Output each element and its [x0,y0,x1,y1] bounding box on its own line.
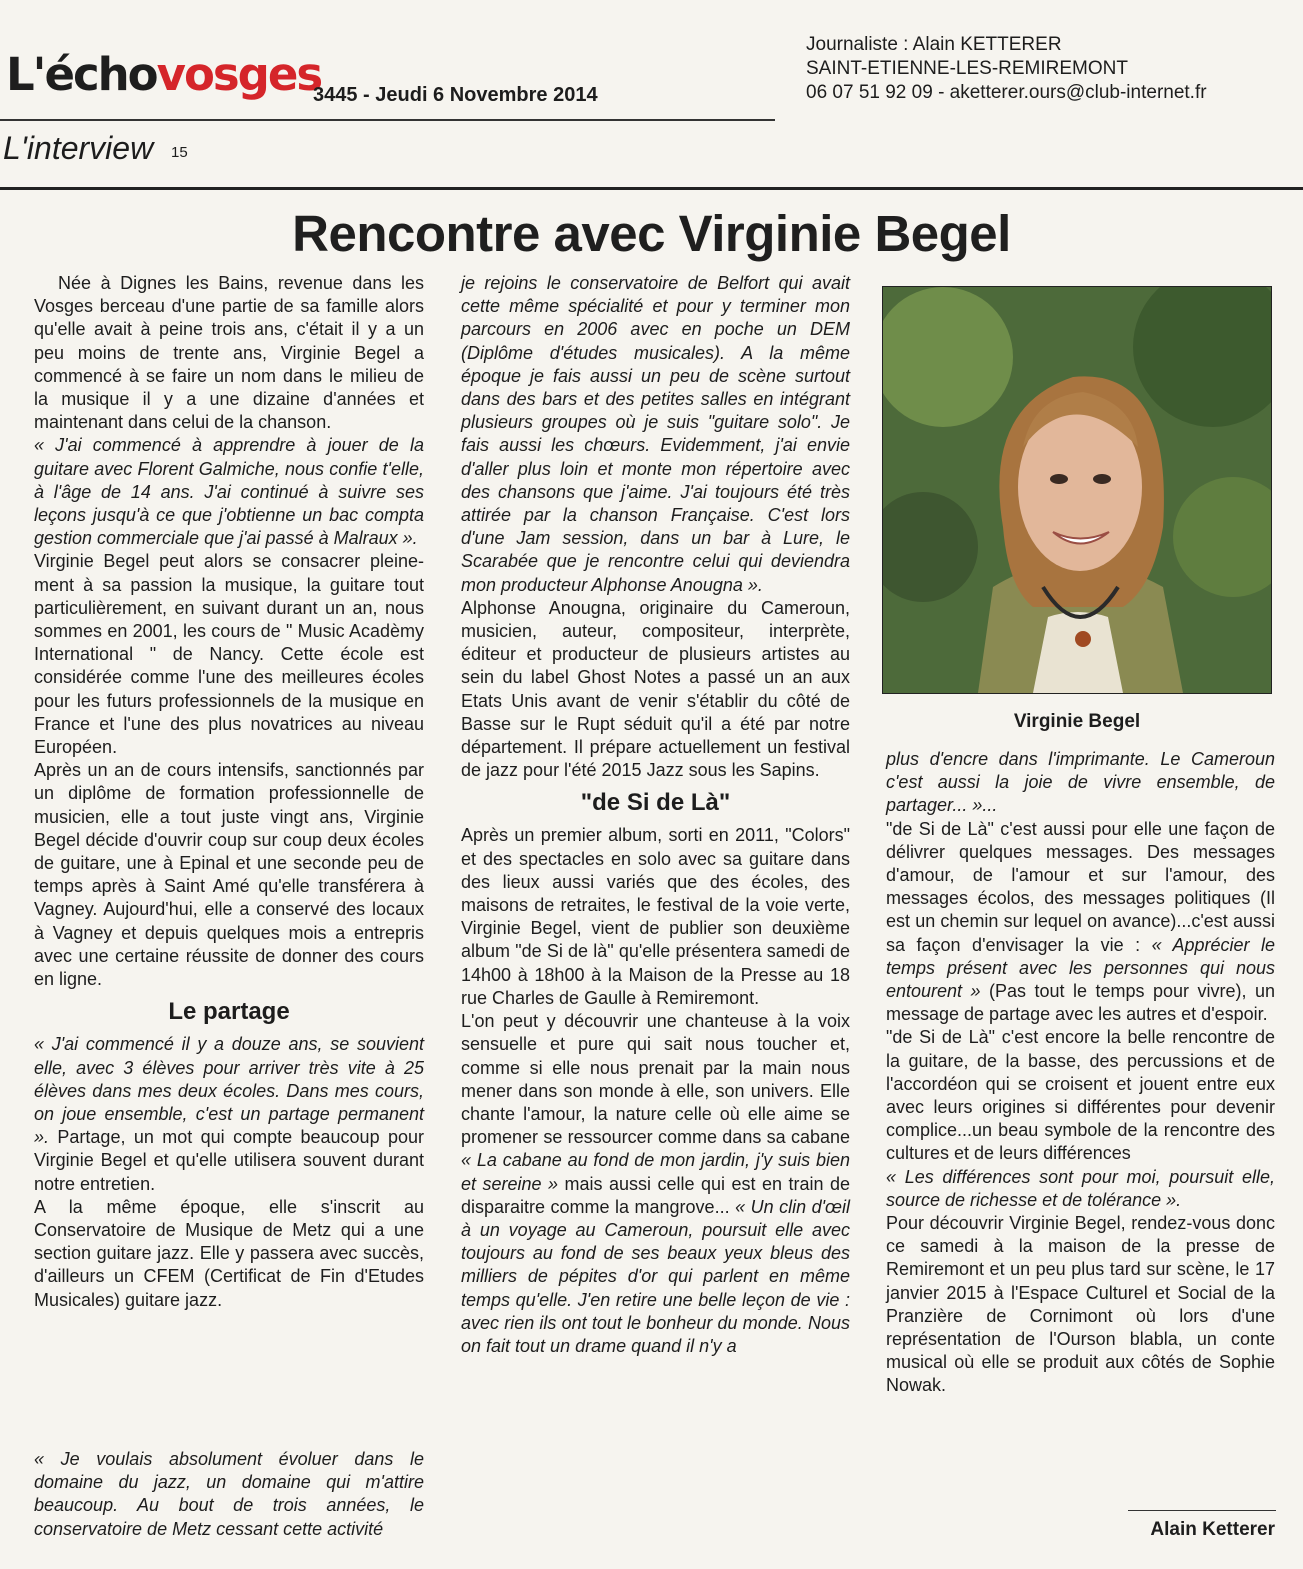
text-univers: L'on peut y découvrir une chanteuse à la voix sensuelle et pure qui sait nous toucher et, comme si elle nous prenait par la main nous mener dans son monde à elle, son univers. Elle chante l'amour, la nature celle où elle aime se promener se ressourcer comme dans sa cabane [461,1011,850,1148]
contact-phone-email: 06 07 51 92 09 - aketterer.ours@club-internet.fr [806,82,1207,103]
quote-cabane: « La cabane au fond de mon jardin, j'y suis bien et sereine » [461,1150,850,1194]
paragraph-album: Après un premier album, sorti en 2011, "Colors" et des spectacles en solo avec sa guitare dans des lieux aussi variés que des écoles, des maisons de retraites, le festival de la voie verte, Virginie Begel, vient de publier son deuxième album "de Si de là" qu'elle présentera samedi de 14h00 à 18h00 à la Maison de la Presse au 18 rue Charles de Gaulle à Remiremont. [461,825,850,1008]
text-mangrove: mais aussi celle qui est en train de disparaitre comme la mangrove... [461,1173,850,1217]
quote-jazz-continued [461,272,850,1358]
paragraph-messages [886,818,1275,1027]
issue-line: 3445 - Jeudi 6 Novembre 2014 [313,84,598,106]
subheading-de-si-de-la: "de Si de Là" [580,789,731,817]
contact-name: Journaliste : Alain KETTERER [806,34,1062,55]
section-rule [0,187,1303,190]
quote-temps-present: « Apprécier le temps présent avec les personnes qui nous entourent » [886,934,1275,1002]
quote-guitar-start: « J'ai commencé à apprendre à jouer de la guitare avec Florent Galmiche, nous confie t'elle, à l'âge de 14 ans. J'ai continué à suivre ses leçons jusqu'à ce que j'obtienne un bac compta gestion commerciale que j'ai passé à Malraux ». [34,435,424,549]
paragraph-conservatoire: A la même époque, elle s'inscrit au Conservatoire de Musique de Metz qui a une section guitare jazz. Elle y passera avec succès, d'ailleurs un CFEM (Certificat de Fin d'Etudes Musicales) guitare jazz. [34,1196,424,1310]
article-column-3 [886,748,1275,1398]
author-signature: Alain Ketterer [1150,1519,1275,1540]
text-espoir: (Pas tout le temps pour vivre), un message de partage avec les autres et d'espoir. [886,981,1275,1025]
paragraph-partage [34,1033,424,1195]
quote-cameroun-end: plus d'encre dans l'imprimante. Le Cameroun c'est aussi la joie de vivre ensemble, de partager... »... [886,749,1275,816]
journalist-contact [806,33,1207,105]
paragraph-univers [461,1010,850,1358]
paragraph-music-academy: Virginie Begel peut alors se consacrer pleinement à sa passion la musique, la guitare tout particulièrement, en suivant durant un an, nous sommes en 2001, les cours de " Music Acadèmy International " de Nancy. Cette école est considérée comme l'une des meilleures écoles pour les futurs professionnels de la musique en France et l'une des plus novatrices au niveau Européen. [34,551,424,758]
masthead-rule [0,119,775,121]
paragraph-anougna: Alphonse Anougna, originaire du Cameroun, musicien, auteur, compositeur, interprète, éditeur et producteur de plusieurs artistes au sein du label Ghost Notes a passé un an aux Etats Unis avant de venir s'établir du côté de Basse sur le Rupt séduit qu'il a été par notre département. Il prépare actuellement un festival de jazz pour l'été 2015 Jazz sous les Sapins. [461,597,850,781]
text-messages: "de Si de Là" c'est aussi pour elle une façon de délivrer quelques messages. Des messages d'amour, de l'amour et sur l'amour, des messages écolos, des messages politiques (Il est un chemin sur lequel on avance)...c'est aussi sa façon d'envisager la vie : [886,818,1275,955]
logo-part-1: L'écho [6,48,157,101]
signature-rule [1128,1510,1276,1511]
text-partage: Partage, un mot qui compte beaucoup pour Virginie Begel et qu'elle utilisera souvent durant notre entretien. [34,1127,424,1194]
article-headline: Rencontre avec Virginie Begel [292,205,1011,262]
page-number: 15 [171,144,188,161]
article-column-1 [34,272,424,1312]
paragraph-schools: Après un an de cours intensifs, sanctionnés par un diplôme de formation professionnelle de musicien, elle a tout juste vingt ans, Virginie Begel décide d'ouvrir coup sur coup deux écoles de guitare, une à Epinal et une seconde peu de temps après à Saint Amé qu'elle transférera à Vagney. Aujourd'hui, elle a conservé des locaux à Vagney et depuis quelques mois a entrepris avec une certaine réussite de donner des cours en ligne. [34,760,424,990]
section-name: L'interview [3,130,154,166]
photo-caption: Virginie Begel [1013,711,1141,732]
paragraph-intro: Née à Dignes les Bains, revenue dans les Vosges berceau d'une partie de sa famille alors qu'elle avait à peine trois ans, c'était il y a un peu moins de trente ans, Virginie Begel a commencé à se faire un nom dans le milieu de la musique il y a une dizaine d'années et maintenant dans celui de la chanson. [34,273,424,433]
paragraph-closing: Pour découvrir Virginie Begel, rendez-vous donc ce samedi à la maison de la presse de Remiremont et un peu plus tard sur scène, le 17 janvier 2015 à l'Espace Culturel et Social de la Pranzière de Cornimont où lors d'une représentation de l'Ourson blabla, un conte musical où elle se produit aux côtés de Sophie Nowak. [886,1213,1275,1396]
logo-part-2: vosges [156,48,322,101]
portrait-illustration [883,287,1271,693]
subheading-le-partage: Le partage [168,998,290,1026]
portrait-photo [882,286,1272,694]
quote-jazz-end: je rejoins le conservatoire de Belfort qui avait cette même spécialité et pour y terminer mon parcours en 2006 avec en poche un DEM (Diplôme d'études musicales). A la même époque je fais aussi un peu de scène surtout dans des bars et des petites salles en intégrant plusieurs groupes où je suis "guitare solo". Je fais aussi les chœurs. Evidemment, j'ai envie d'aller plus loin et monte mon répertoire avec des chansons que j'aime. J'ai toujours été très attirée par la chanson Française. C'est lors d'une Jam session, dans un bar à Lure, le Scarabée que je rencontre celui qui deviendra mon producteur Alphonse Anougna ». [461,273,850,595]
quote-jazz-block [34,1448,424,1541]
quote-cameroun-start: « Un clin d'œil à un voyage au Cameroun, poursuit elle avec toujours au fond de ses beaux yeux bleus des milliers de pépites d'or qui parlent en même temps qu'elle. J'en retire une belle leçon de vie : avec rien ils ont tout le bonheur du monde. Nous on fait tout un drame quand il n'y a [461,1196,851,1356]
quote-jazz-start: « Je voulais absolument évoluer dans le domaine du jazz, un domaine qui m'attire beaucoup. Au bout de trois années, le conservatoire de Metz cessant cette activité [34,1449,424,1539]
contact-town: SAINT-ETIENNE-LES-REMIREMONT [806,58,1128,79]
quote-partage: « J'ai commencé il y a douze ans, se souvient elle, avec 3 élèves pour arriver très vite à 25 élèves dans mes deux écoles. Dans mes cours, on joue ensemble, c'est un partage permanent ». [34,1034,424,1148]
paragraph-rencontre: "de Si de Là" c'est encore la belle rencontre de la guitare, de la basse, des percussions et de l'accordéon qui se croisent et jouent entre eux avec leurs origines si différentes pour devenir complice...un beau symbole de la rencontre des cultures et de leurs différences [886,1027,1275,1164]
newspaper-logo [6,48,322,101]
quote-differences: « Les différences sont pour moi, poursuit elle, source de richesse et de tolérance ». [886,1166,1275,1210]
